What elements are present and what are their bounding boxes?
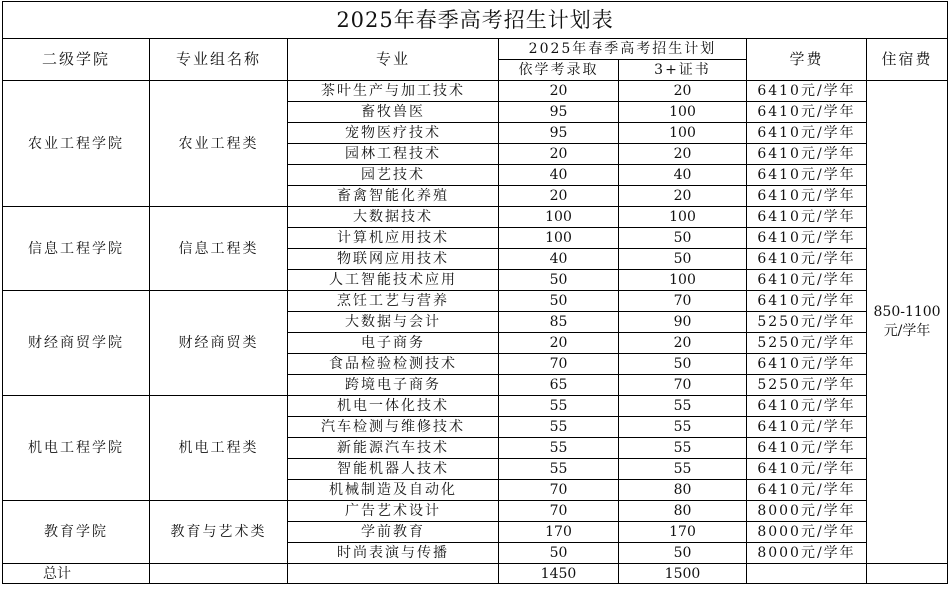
tuition-fee: 6410元/学年: [747, 165, 867, 186]
total-empty-tuition: [747, 564, 867, 584]
tuition-fee: 6410元/学年: [747, 144, 867, 165]
quota-xuekao: 40: [499, 249, 619, 270]
major-name: 机电一体化技术: [288, 396, 499, 417]
table-row: [3, 207, 948, 228]
quota-xuekao: 50: [499, 270, 619, 291]
quota-xuekao: 55: [499, 417, 619, 438]
header-row: [3, 39, 948, 60]
table-row: [3, 396, 948, 417]
header-plan: 2025年春季高考招生计划: [499, 39, 747, 60]
quota-cert: 170: [619, 522, 747, 543]
quota-xuekao: 85: [499, 312, 619, 333]
quota-cert: 55: [619, 438, 747, 459]
quota-cert: 50: [619, 249, 747, 270]
major-name: 跨境电子商务: [288, 375, 499, 396]
college-name: 农业工程学院: [3, 81, 150, 207]
header-plan-cert: 3+证书: [619, 60, 747, 81]
major-name: 畜牧兽医: [288, 102, 499, 123]
quota-xuekao: 20: [499, 333, 619, 354]
group-name: 信息工程类: [150, 207, 288, 291]
housing-fee-unit: 元/学年: [883, 323, 931, 339]
total-label: 总计: [3, 564, 150, 584]
quota-xuekao: 95: [499, 102, 619, 123]
quota-xuekao: 55: [499, 396, 619, 417]
tuition-fee: 6410元/学年: [747, 102, 867, 123]
college-name: 信息工程学院: [3, 207, 150, 291]
quota-xuekao: 100: [499, 228, 619, 249]
tuition-fee: 6410元/学年: [747, 270, 867, 291]
header-plan-xuekao: 依学考录取: [499, 60, 619, 81]
quota-cert: 50: [619, 543, 747, 564]
tuition-fee: 6410元/学年: [747, 438, 867, 459]
major-name: 电子商务: [288, 333, 499, 354]
quota-cert: 20: [619, 333, 747, 354]
group-name: 财经商贸类: [150, 291, 288, 396]
header-college: 二级学院: [3, 39, 150, 81]
major-name: 园林工程技术: [288, 144, 499, 165]
major-name: 烹饪工艺与营养: [288, 291, 499, 312]
table-title: 2025年春季高考招生计划表: [3, 2, 948, 39]
college-name: 财经商贸学院: [3, 291, 150, 396]
tuition-fee: 6410元/学年: [747, 81, 867, 102]
tuition-fee: 6410元/学年: [747, 228, 867, 249]
major-name: 畜禽智能化养殖: [288, 186, 499, 207]
major-name: 广告艺术设计: [288, 501, 499, 522]
tuition-fee: 6410元/学年: [747, 123, 867, 144]
total-row: [3, 564, 948, 584]
quota-xuekao: 20: [499, 186, 619, 207]
tuition-fee: 6410元/学年: [747, 459, 867, 480]
major-name: 宠物医疗技术: [288, 123, 499, 144]
quota-xuekao: 40: [499, 165, 619, 186]
total-empty-group: [150, 564, 288, 584]
quota-cert: 80: [619, 501, 747, 522]
major-name: 食品检验检测技术: [288, 354, 499, 375]
quota-xuekao: 70: [499, 354, 619, 375]
major-name: 园艺技术: [288, 165, 499, 186]
quota-xuekao: 20: [499, 81, 619, 102]
header-major: 专业: [288, 39, 499, 81]
major-name: 计算机应用技术: [288, 228, 499, 249]
group-name: 机电工程类: [150, 396, 288, 501]
tuition-fee: 8000元/学年: [747, 522, 867, 543]
quota-xuekao: 55: [499, 459, 619, 480]
table-row: [3, 501, 948, 522]
enrollment-plan-sheet: [2, 1, 947, 587]
major-name: 汽车检测与维修技术: [288, 417, 499, 438]
tuition-fee: 5250元/学年: [747, 312, 867, 333]
housing-fee: [867, 81, 948, 564]
quota-xuekao: 20: [499, 144, 619, 165]
major-name: 新能源汽车技术: [288, 438, 499, 459]
table-row: [3, 291, 948, 312]
quota-xuekao: 170: [499, 522, 619, 543]
quota-xuekao: 95: [499, 123, 619, 144]
quota-cert: 50: [619, 228, 747, 249]
quota-xuekao: 100: [499, 207, 619, 228]
header-group: 专业组名称: [150, 39, 288, 81]
group-name: 教育与艺术类: [150, 501, 288, 564]
tuition-fee: 8000元/学年: [747, 543, 867, 564]
total-xuekao: 1450: [499, 564, 619, 584]
tuition-fee: 5250元/学年: [747, 333, 867, 354]
header-tuition: 学费: [747, 39, 867, 81]
major-name: 茶叶生产与加工技术: [288, 81, 499, 102]
quota-xuekao: 50: [499, 543, 619, 564]
tuition-fee: 6410元/学年: [747, 249, 867, 270]
quota-cert: 90: [619, 312, 747, 333]
tuition-fee: 8000元/学年: [747, 501, 867, 522]
quota-cert: 20: [619, 81, 747, 102]
quota-cert: 55: [619, 459, 747, 480]
quota-cert: 20: [619, 144, 747, 165]
tuition-fee: 6410元/学年: [747, 186, 867, 207]
tuition-fee: 6410元/学年: [747, 354, 867, 375]
total-empty-housing: [867, 564, 948, 584]
tuition-fee: 6410元/学年: [747, 291, 867, 312]
quota-cert: 100: [619, 207, 747, 228]
quota-cert: 55: [619, 417, 747, 438]
tuition-fee: 6410元/学年: [747, 396, 867, 417]
header-housing: 住宿费: [867, 39, 948, 81]
quota-xuekao: 65: [499, 375, 619, 396]
total-empty-major: [288, 564, 499, 584]
major-name: 大数据技术: [288, 207, 499, 228]
major-name: 时尚表演与传播: [288, 543, 499, 564]
major-name: 大数据与会计: [288, 312, 499, 333]
quota-cert: 70: [619, 291, 747, 312]
housing-fee-range: 850-1100: [873, 304, 941, 321]
tuition-fee: 5250元/学年: [747, 375, 867, 396]
tuition-fee: 6410元/学年: [747, 480, 867, 501]
quota-cert: 100: [619, 123, 747, 144]
college-name: 机电工程学院: [3, 396, 150, 501]
quota-cert: 100: [619, 270, 747, 291]
quota-xuekao: 70: [499, 480, 619, 501]
major-name: 物联网应用技术: [288, 249, 499, 270]
tuition-fee: 6410元/学年: [747, 207, 867, 228]
quota-cert: 50: [619, 354, 747, 375]
title-row: [3, 2, 948, 39]
group-name: 农业工程类: [150, 81, 288, 207]
quota-xuekao: 70: [499, 501, 619, 522]
major-name: 智能机器人技术: [288, 459, 499, 480]
quota-xuekao: 55: [499, 438, 619, 459]
quota-xuekao: 50: [499, 291, 619, 312]
quota-cert: 40: [619, 165, 747, 186]
quota-cert: 70: [619, 375, 747, 396]
table-row: [3, 81, 948, 102]
major-name: 人工智能技术应用: [288, 270, 499, 291]
major-name: 学前教育: [288, 522, 499, 543]
quota-cert: 100: [619, 102, 747, 123]
quota-cert: 20: [619, 186, 747, 207]
college-name: 教育学院: [3, 501, 150, 564]
tuition-fee: 6410元/学年: [747, 417, 867, 438]
quota-cert: 80: [619, 480, 747, 501]
total-cert: 1500: [619, 564, 747, 584]
major-name: 机械制造及自动化: [288, 480, 499, 501]
enrollment-plan-table: [2, 1, 948, 584]
quota-cert: 55: [619, 396, 747, 417]
